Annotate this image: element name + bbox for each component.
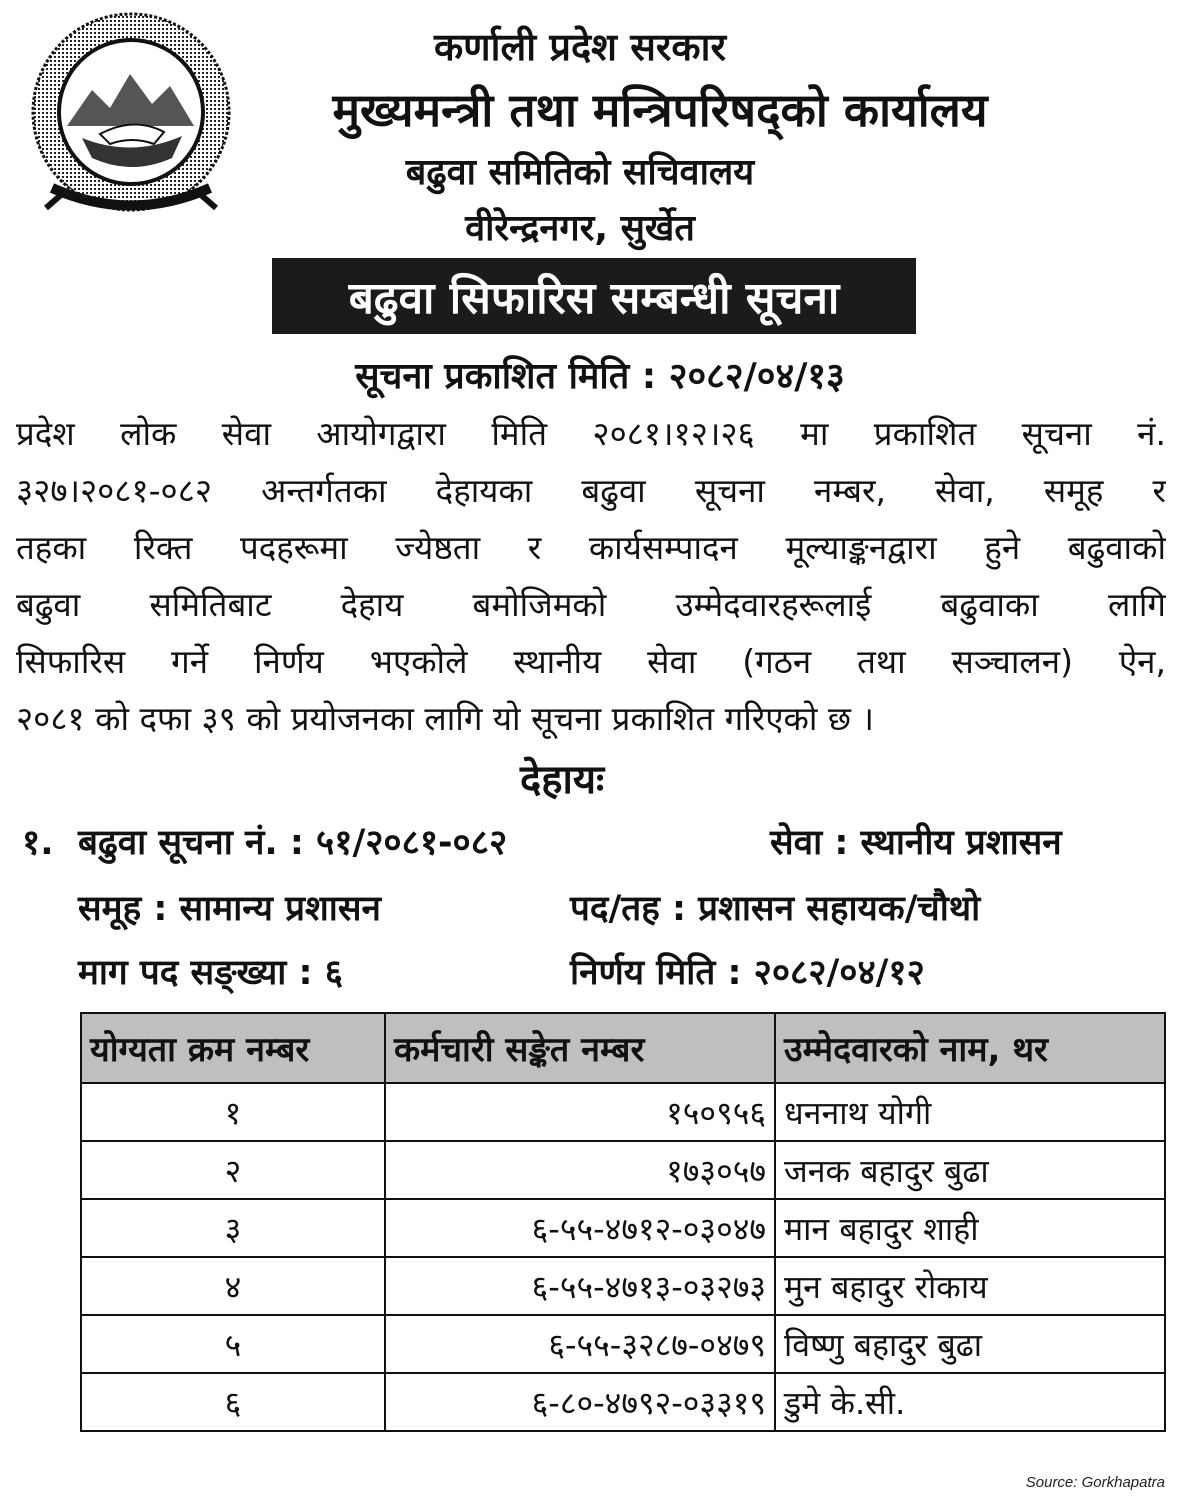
office-title: मुख्यमन्त्री तथा मन्त्रिपरिषद्को कार्यालय (332, 83, 988, 137)
publish-date: सूचना प्रकाशित मिति : २०८२/०४/१३ (355, 356, 845, 397)
employee-code-cell: ६-५५-४७१३-०३२७३ (385, 1257, 775, 1315)
candidate-name-cell: मुन बहादुर रोकाय (775, 1257, 1165, 1315)
paragraph-line: सिफारिस गर्ने निर्णय भएकोले स्थानीय सेवा (गठन तथा सञ्चालन) ऐन, (16, 642, 1166, 681)
table-header-row (81, 1013, 1165, 1083)
employee-code-cell: ६-८०-४७९२-०३३१९ (385, 1373, 775, 1431)
item-number: १. (22, 823, 54, 863)
employee-code-cell: १५०९५६ (385, 1083, 775, 1141)
paragraph-line: तहका रिक्त पदहरूमा ज्येष्ठता र कार्यसम्पादन मूल्याङ्कनद्वारा हुने बढुवाको (16, 528, 1166, 567)
candidate-name-cell: धननाथ योगी (775, 1083, 1165, 1141)
paragraph-line: ३२७।२०८१-०८२ अन्तर्गतका देहायका बढुवा सूचना नम्बर, सेवा, समूह र (16, 471, 1166, 510)
employee-code-cell: १७३०५७ (385, 1141, 775, 1199)
service-field: सेवा : स्थानीय प्रशासन (770, 823, 1062, 863)
secretariat-title: बढुवा समितिको सचिवालय (405, 152, 755, 193)
column-header-candidate-name: उम्मेदवारको नाम, थर (775, 1013, 1165, 1083)
candidate-name-cell: डुमे के.सी. (775, 1373, 1165, 1431)
column-header-merit-order: योग्यता क्रम नम्बर (81, 1013, 385, 1083)
paragraph-line: २०८१ को दफा ३९ को प्रयोजनका लागि यो सूचना प्रकाशित गरिएको छ । (16, 699, 875, 738)
column-header-employee-code: कर्मचारी सङ्केत नम्बर (385, 1013, 775, 1083)
table-row (81, 1373, 1165, 1431)
merit-order-cell: १ (81, 1083, 385, 1141)
candidate-table (80, 1012, 1166, 1432)
merit-order-cell: ६ (81, 1373, 385, 1431)
location-title: वीरेन्द्रनगर, सुर्खेत (465, 208, 695, 249)
nepal-government-emblem-icon (22, 8, 240, 220)
decision-date-field: निर्णय मिति : २०८२/०४/१२ (570, 953, 925, 993)
notice-title-banner: बढुवा सिफारिस सम्बन्धी सूचना (272, 258, 916, 334)
table-row (81, 1257, 1165, 1315)
province-government-title: कर्णाली प्रदेश सरकार (433, 25, 726, 69)
dehay-heading: देहायः (520, 757, 605, 803)
candidate-name-cell: मान बहादुर शाही (775, 1199, 1165, 1257)
notice-number: बढुवा सूचना नं. : ५१/२०८१-०८२ (78, 823, 508, 863)
source-credit: Source: Gorkhapatra (1025, 1474, 1165, 1491)
paragraph-line: प्रदेश लोक सेवा आयोगद्वारा मिति २०८१।१२।२६ मा प्रकाशित सूचना नं. (16, 414, 1166, 453)
table-row (81, 1199, 1165, 1257)
merit-order-cell: ४ (81, 1257, 385, 1315)
group-field: समूह : सामान्य प्रशासन (78, 889, 381, 929)
table-row (81, 1083, 1165, 1141)
paragraph-line: बढुवा समितिबाट देहाय बमोजिमको उम्मेदवारहरूलाई बढुवाका लागि (16, 585, 1166, 624)
table-row (81, 1315, 1165, 1373)
demand-count-field: माग पद सङ्ख्या : ६ (78, 953, 343, 993)
merit-order-cell: ५ (81, 1315, 385, 1373)
employee-code-cell: ६-५५-४७१२-०३०४७ (385, 1199, 775, 1257)
merit-order-cell: २ (81, 1141, 385, 1199)
table-row (81, 1141, 1165, 1199)
employee-code-cell: ६-५५-३२८७-०४७९ (385, 1315, 775, 1373)
merit-order-cell: ३ (81, 1199, 385, 1257)
candidate-name-cell: जनक बहादुर बुढा (775, 1141, 1165, 1199)
post-level-field: पद/तह : प्रशासन सहायक/चौथो (570, 889, 981, 929)
candidate-name-cell: विष्णु बहादुर बुढा (775, 1315, 1165, 1373)
notice-paragraph (16, 405, 1166, 747)
